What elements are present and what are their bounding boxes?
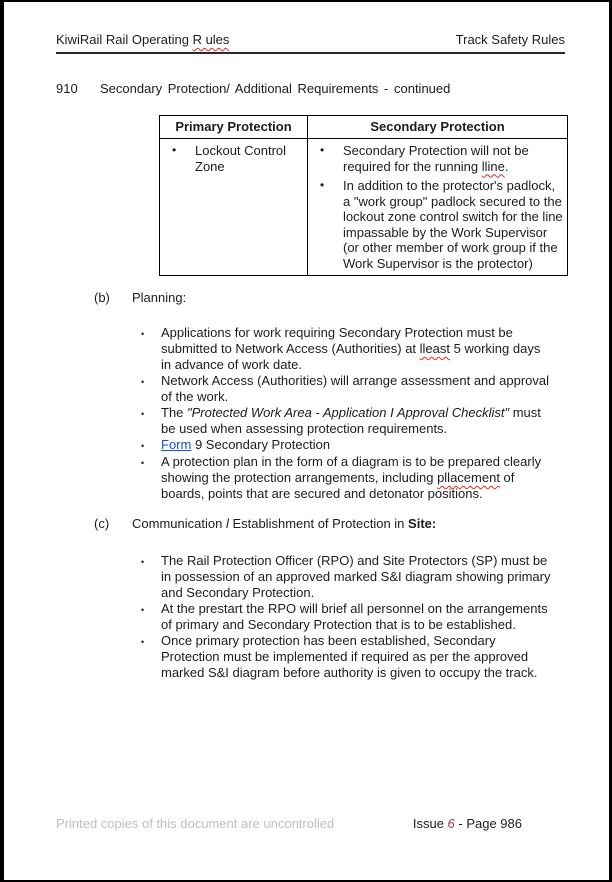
list-item-text (161, 454, 553, 502)
section-c-list (141, 553, 565, 681)
list-item-text-part: 5 working days in advance of work date. (161, 341, 541, 372)
list-item (141, 325, 565, 373)
secondary-protection-cell (308, 139, 568, 276)
footer-issue-page (413, 816, 522, 832)
header-title-left (56, 32, 229, 48)
list-item-text-part: must be used when assessing protection requirements. (161, 405, 541, 436)
list-item-text: At the prestart the RPO will brief all personnel on the arrangements of primary and Secondary Protection that is to be established. (161, 601, 548, 632)
form-9-link[interactable]: Form (161, 437, 192, 452)
list-item (141, 601, 565, 633)
section-b-list (141, 325, 565, 502)
list-item-text-part: Secondary Protection will not be required for the running (343, 143, 529, 174)
bullet-icon: • (141, 441, 145, 451)
misspelled-word: pllacement (437, 470, 500, 485)
list-item-text: Once primary protection has been established, Secondary Protection must be implemented if required as per the approved marked S&I diagram before authority is given to occupy the track. (161, 633, 538, 680)
section-title: Secondary Protection/ Additional Requirements - continued (100, 81, 451, 96)
section-c-title-bold: Site: (408, 516, 437, 531)
section-b-label: (b) (94, 290, 110, 305)
list-item-text: Lockout Control Zone (195, 143, 287, 174)
section-c-title-part: Establishment of Protection in (228, 516, 409, 531)
primary-protection-header-cell: Primary Protection (160, 116, 308, 139)
list-item-text-part: Applications for work requiring Secondary Protection must be submitted to Network Access (Authorities) at (161, 325, 513, 356)
page-header (56, 32, 565, 54)
section-b-title: Planning: (132, 290, 187, 305)
bullet-icon: • (141, 409, 145, 419)
list-item-text (343, 143, 563, 174)
bullet-icon: • (141, 605, 145, 615)
table-body-row (160, 139, 568, 276)
footer-uncontrolled-note: Printed copies of this document are uncontrolled (56, 816, 335, 831)
list-item (141, 437, 565, 454)
list-item-text (161, 437, 330, 454)
list-item (314, 178, 563, 271)
bullet-icon: • (141, 637, 145, 647)
list-item-text-part: of boards, points that are secured and detonator positions. (161, 470, 515, 501)
list-item (141, 553, 565, 601)
protection-table (159, 115, 568, 276)
section-heading-910 (56, 81, 565, 97)
section-c-heading (94, 516, 565, 532)
list-item (166, 143, 303, 174)
list-item (141, 405, 565, 437)
list-item-text-part: 9 Secondary Protection (191, 437, 331, 452)
page-footer (56, 816, 565, 832)
list-item-text: Network Access (Authorities) will arrange assessment and approval of the work. (161, 373, 550, 404)
list-item (141, 454, 565, 502)
primary-protection-cell (160, 139, 308, 276)
section-c-title-part: Communication (132, 516, 226, 531)
bullet-icon: • (320, 143, 325, 157)
list-item-text: The Rail Protection Officer (RPO) and Site Protectors (SP) must be in possession of an approved marked S&I diagram showing primary and Secondary Protection. (161, 553, 551, 600)
section-b-heading (94, 290, 565, 306)
list-item-text (161, 325, 553, 373)
list-item (314, 143, 563, 174)
header-title-right: Track Safety Rules (455, 32, 565, 47)
list-item (141, 633, 565, 681)
section-number: 910 (56, 81, 78, 96)
issue-label: Issue (412, 816, 448, 831)
section-c-title (132, 516, 436, 532)
list-item-text-part: A protection plan in the form of a diagram is to be prepared clearly showing the protection arrangements, including (161, 454, 542, 485)
list-item (141, 373, 565, 405)
bullet-icon: • (172, 143, 177, 157)
bullet-icon: • (320, 178, 325, 192)
header-title-misspelled-word: R ules (192, 32, 230, 47)
secondary-protection-header-cell: Secondary Protection (308, 116, 568, 139)
checklist-title-italic: "Protected Work Area - Application I Approval Checklist" (187, 405, 510, 420)
bullet-icon: • (141, 557, 145, 567)
issue-number: 6 (447, 816, 455, 831)
list-item-text: In addition to the protector's padlock, a "work group" padlock secured to the lockout zone control switch for the line impassable by the Work Supervisor (or other member of work group if the Work Supervisor is the protector) (343, 178, 563, 271)
bullet-icon: • (141, 329, 145, 339)
table-header-row (160, 116, 568, 139)
list-item-text-part: . (504, 158, 509, 174)
header-title-left-text: KiwiRail Rail Operating (56, 32, 193, 47)
bullet-icon: • (141, 377, 145, 387)
bullet-icon: • (141, 458, 145, 468)
misspelled-word: lline (481, 158, 505, 174)
list-item-text-part: The (161, 405, 188, 420)
page-number-label: - Page 986 (454, 816, 522, 831)
section-c-title-slash: l (225, 516, 229, 531)
misspelled-word: lleast (419, 341, 451, 356)
list-item-text (161, 405, 553, 437)
section-c-label: (c) (94, 516, 110, 531)
